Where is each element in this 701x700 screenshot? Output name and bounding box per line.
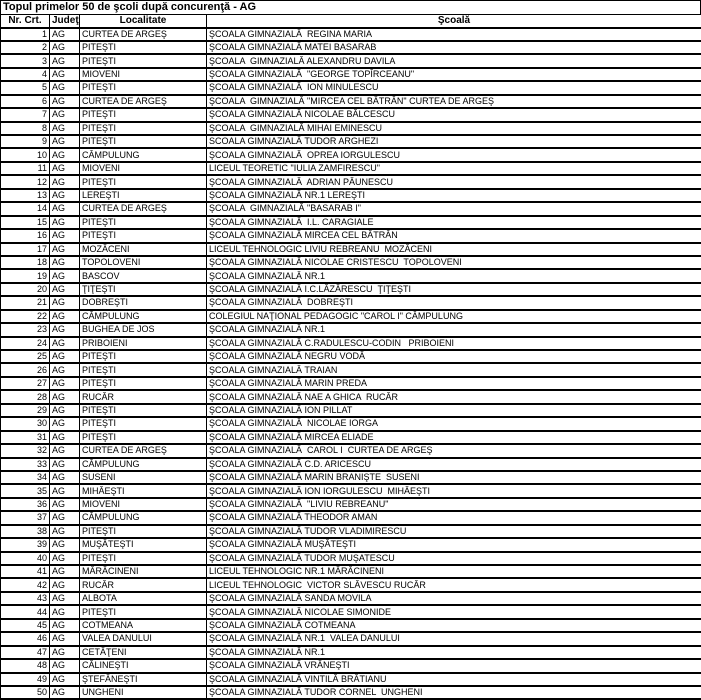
cell-localitate: PITEŞTI xyxy=(80,363,207,376)
cell-judet: AG xyxy=(50,81,80,94)
table-row xyxy=(1,659,701,672)
cell-nr-crt: 13 xyxy=(1,189,50,202)
table-row xyxy=(1,95,701,108)
cell-judet: AG xyxy=(50,511,80,524)
cell-judet: AG xyxy=(50,498,80,511)
cell-localitate: PITEŞTI xyxy=(80,122,207,135)
cell-nr-crt: 7 xyxy=(1,108,50,121)
cell-localitate: DOBREŞTI xyxy=(80,296,207,309)
page-title: Topul primelor 50 de şcoli după concurenţă - AG xyxy=(0,0,701,14)
cell-scoala: ŞCOALA GIMNAZIALĂ THEODOR AMAN xyxy=(207,511,701,524)
cell-judet: AG xyxy=(50,605,80,618)
cell-scoala: ŞCOALA GIMNAZIALĂ I.L. CARAGIALE xyxy=(207,216,701,229)
cell-scoala: ŞCOALA GIMNAZIALĂ ION IORGULESCU MIHĂEŞTI xyxy=(207,484,701,497)
cell-localitate: COTMEANA xyxy=(80,619,207,632)
table-row xyxy=(1,310,701,323)
table-row xyxy=(1,256,701,269)
table-row xyxy=(1,269,701,282)
cell-localitate: MUŞĂTEŞTI xyxy=(80,538,207,551)
cell-localitate: PITEŞTI xyxy=(80,41,207,54)
cell-localitate: CURTEA DE ARGEŞ xyxy=(80,202,207,215)
cell-scoala: ŞCOALA GIMNAZIALĂ "GEORGE TOPÎRCEANU" xyxy=(207,68,701,81)
cell-judet: AG xyxy=(50,404,80,417)
cell-scoala: ŞCOALA GIMNAZIALĂ ION PILLAT xyxy=(207,404,701,417)
table-row xyxy=(1,565,701,578)
cell-localitate: MOZĂCENI xyxy=(80,243,207,256)
table-row xyxy=(1,417,701,430)
cell-judet: AG xyxy=(50,175,80,188)
cell-judet: AG xyxy=(50,135,80,148)
cell-nr-crt: 40 xyxy=(1,552,50,565)
table-row xyxy=(1,337,701,350)
cell-judet: AG xyxy=(50,68,80,81)
cell-scoala: ŞCOALA GIMNAZIALĂ NICOLAE CRISTESCU TOPOLOVENI xyxy=(207,256,701,269)
cell-nr-crt: 9 xyxy=(1,135,50,148)
table-row xyxy=(1,189,701,202)
cell-judet: AG xyxy=(50,337,80,350)
cell-judet: AG xyxy=(50,646,80,659)
cell-localitate: PITEŞTI xyxy=(80,431,207,444)
cell-localitate: CURTEA DE ARGEŞ xyxy=(80,28,207,41)
column-header-nr-crt: Nr. Crt. xyxy=(1,15,50,28)
cell-localitate: BUGHEA DE JOS xyxy=(80,323,207,336)
cell-nr-crt: 19 xyxy=(1,269,50,282)
table-row xyxy=(1,686,701,699)
cell-localitate: CURTEA DE ARGEŞ xyxy=(80,444,207,457)
table-row xyxy=(1,363,701,376)
table-row xyxy=(1,471,701,484)
cell-nr-crt: 25 xyxy=(1,350,50,363)
table-row xyxy=(1,296,701,309)
table-row xyxy=(1,216,701,229)
cell-judet: AG xyxy=(50,283,80,296)
table-row xyxy=(1,162,701,175)
table-row xyxy=(1,578,701,591)
table-row xyxy=(1,404,701,417)
table-row xyxy=(1,54,701,67)
cell-nr-crt: 4 xyxy=(1,68,50,81)
cell-nr-crt: 30 xyxy=(1,417,50,430)
table-row xyxy=(1,646,701,659)
header-row xyxy=(1,15,701,28)
cell-localitate: ŢIŢEŞTI xyxy=(80,283,207,296)
cell-nr-crt: 26 xyxy=(1,363,50,376)
cell-nr-crt: 14 xyxy=(1,202,50,215)
cell-nr-crt: 18 xyxy=(1,256,50,269)
table-row xyxy=(1,498,701,511)
cell-judet: AG xyxy=(50,659,80,672)
cell-localitate: CÂMPULUNG xyxy=(80,310,207,323)
column-header-judet: Judeţ xyxy=(50,15,80,28)
cell-localitate: ALBOTA xyxy=(80,592,207,605)
cell-localitate: PITEŞTI xyxy=(80,377,207,390)
cell-judet: AG xyxy=(50,148,80,161)
cell-scoala: ŞCOALA GIMNAZIALĂ NEGRU VODĂ xyxy=(207,350,701,363)
cell-judet: AG xyxy=(50,673,80,686)
cell-nr-crt: 29 xyxy=(1,404,50,417)
cell-judet: AG xyxy=(50,390,80,403)
cell-judet: AG xyxy=(50,162,80,175)
table-row xyxy=(1,431,701,444)
cell-judet: AG xyxy=(50,323,80,336)
cell-nr-crt: 47 xyxy=(1,646,50,659)
cell-localitate: LEREŞTI xyxy=(80,189,207,202)
table-row xyxy=(1,243,701,256)
cell-localitate: MIOVENI xyxy=(80,68,207,81)
cell-scoala: ŞCOALA GIMNAZIALĂ DOBREŞTI xyxy=(207,296,701,309)
cell-judet: AG xyxy=(50,686,80,699)
cell-nr-crt: 12 xyxy=(1,175,50,188)
cell-scoala: ŞCOALA GIMNAZIALĂ VINTILĂ BRĂTIANU xyxy=(207,673,701,686)
cell-judet: AG xyxy=(50,256,80,269)
cell-scoala: ŞCOALA GIMNAZIALĂ TUDOR MUŞATESCU xyxy=(207,552,701,565)
cell-nr-crt: 43 xyxy=(1,592,50,605)
cell-scoala: ŞCOALA GIMNAZIALĂ "LIVIU REBREANU" xyxy=(207,498,701,511)
cell-nr-crt: 2 xyxy=(1,41,50,54)
cell-localitate: CÂMPULUNG xyxy=(80,148,207,161)
cell-scoala: ŞCOALA GIMNAZIALĂ CAROL I CURTEA DE ARGEŞ xyxy=(207,444,701,457)
table-row xyxy=(1,511,701,524)
cell-scoala: ŞCOALA GIMNAZIALĂ NAE A GHICA RUCĂR xyxy=(207,390,701,403)
cell-scoala: ŞCOALA GIMNAZIALĂ NICOLAE BĂLCESCU xyxy=(207,108,701,121)
cell-localitate: PITEŞTI xyxy=(80,81,207,94)
cell-nr-crt: 45 xyxy=(1,619,50,632)
cell-nr-crt: 39 xyxy=(1,538,50,551)
cell-scoala: ŞCOALA GIMNAZIALĂ "MIRCEA CEL BĂTRÂN" CURTEA DE ARGEŞ xyxy=(207,95,701,108)
cell-judet: AG xyxy=(50,632,80,645)
table-row xyxy=(1,619,701,632)
cell-scoala: ŞCOALA GIMNAZIALĂ REGINA MARIA xyxy=(207,28,701,41)
cell-nr-crt: 48 xyxy=(1,659,50,672)
cell-judet: AG xyxy=(50,538,80,551)
table-row xyxy=(1,28,701,41)
cell-judet: AG xyxy=(50,363,80,376)
cell-scoala: ŞCOALA GIMNAZIALĂ NR.1 VALEA DANULUI xyxy=(207,632,701,645)
cell-localitate: CURTEA DE ARGEŞ xyxy=(80,95,207,108)
table-row xyxy=(1,41,701,54)
cell-nr-crt: 46 xyxy=(1,632,50,645)
cell-scoala: ŞCOALA GIMNAZIALĂ I.C.LĂZĂRESCU ŢIŢEŞTI xyxy=(207,283,701,296)
cell-nr-crt: 49 xyxy=(1,673,50,686)
cell-nr-crt: 20 xyxy=(1,283,50,296)
cell-localitate: RUCĂR xyxy=(80,390,207,403)
cell-judet: AG xyxy=(50,269,80,282)
cell-scoala: ŞCOALA GIMNAZIALĂ C.RADULESCU-CODIN PRIBOIENI xyxy=(207,337,701,350)
table-row xyxy=(1,592,701,605)
table-row xyxy=(1,175,701,188)
cell-nr-crt: 24 xyxy=(1,337,50,350)
cell-scoala: ŞCOALA GIMNAZIALĂ VRĂNEŞTI xyxy=(207,659,701,672)
cell-scoala: ŞCOALA GIMNAZIALĂ MIRCEA ELIADE xyxy=(207,431,701,444)
cell-nr-crt: 16 xyxy=(1,229,50,242)
cell-nr-crt: 34 xyxy=(1,471,50,484)
cell-judet: AG xyxy=(50,444,80,457)
cell-scoala: ŞCOALA GIMNAZIALĂ MARIN PREDA xyxy=(207,377,701,390)
table-row xyxy=(1,632,701,645)
table-row xyxy=(1,202,701,215)
table-row xyxy=(1,350,701,363)
cell-scoala: LICEUL TEORETIC "IULIA ZAMFIRESCU" xyxy=(207,162,701,175)
cell-judet: AG xyxy=(50,296,80,309)
cell-scoala: ŞCOALA GIMNAZIALĂ MARIN BRANIŞTE SUSENI xyxy=(207,471,701,484)
cell-scoala: ŞCOALA GIMNAZIALĂ MUŞĂTEŞTI xyxy=(207,538,701,551)
table-row xyxy=(1,377,701,390)
cell-nr-crt: 36 xyxy=(1,498,50,511)
cell-localitate: MIOVENI xyxy=(80,498,207,511)
cell-scoala: LICEUL TEHNOLOGIC VICTOR SLĂVESCU RUCĂR xyxy=(207,578,701,591)
cell-judet: AG xyxy=(50,108,80,121)
cell-judet: AG xyxy=(50,417,80,430)
schools-table xyxy=(0,14,701,700)
cell-judet: AG xyxy=(50,552,80,565)
cell-localitate: CETĂŢENI xyxy=(80,646,207,659)
cell-nr-crt: 44 xyxy=(1,605,50,618)
cell-scoala: ŞCOALA GIMNAZIALĂ COTMEANA xyxy=(207,619,701,632)
cell-localitate: PITEŞTI xyxy=(80,350,207,363)
cell-nr-crt: 33 xyxy=(1,458,50,471)
cell-localitate: PITEŞTI xyxy=(80,108,207,121)
cell-scoala: ŞCOALA GIMNAZIALĂ NICOLAE SIMONIDE xyxy=(207,605,701,618)
table-row xyxy=(1,229,701,242)
cell-localitate: CÂMPULUNG xyxy=(80,458,207,471)
cell-nr-crt: 27 xyxy=(1,377,50,390)
cell-localitate: PITEŞTI xyxy=(80,417,207,430)
cell-localitate: SUSENI xyxy=(80,471,207,484)
cell-scoala: ŞCOALA GIMNAZIALĂ ION MINULESCU xyxy=(207,81,701,94)
table-row xyxy=(1,444,701,457)
cell-scoala: ŞCOALA GIMNAZIALĂ TRAIAN xyxy=(207,363,701,376)
cell-judet: AG xyxy=(50,122,80,135)
cell-scoala: LICEUL TEHNOLOGIC LIVIU REBREANU MOZĂCENI xyxy=(207,243,701,256)
table-row xyxy=(1,122,701,135)
cell-localitate: PITEŞTI xyxy=(80,229,207,242)
cell-judet: AG xyxy=(50,28,80,41)
cell-nr-crt: 32 xyxy=(1,444,50,457)
cell-scoala: ŞCOALA GIMNAZIALĂ NR.1 LEREŞTI xyxy=(207,189,701,202)
cell-scoala: ŞCOALA GIMNAZIALĂ ALEXANDRU DAVILA xyxy=(207,54,701,67)
cell-judet: AG xyxy=(50,350,80,363)
cell-judet: AG xyxy=(50,54,80,67)
cell-judet: AG xyxy=(50,525,80,538)
table-row xyxy=(1,605,701,618)
cell-nr-crt: 21 xyxy=(1,296,50,309)
cell-judet: AG xyxy=(50,243,80,256)
column-header-scoala: Şcoală xyxy=(207,15,701,28)
table-row xyxy=(1,283,701,296)
cell-localitate: PITEŞTI xyxy=(80,135,207,148)
table-row xyxy=(1,673,701,686)
cell-judet: AG xyxy=(50,216,80,229)
cell-scoala: LICEUL TEHNOLOGIC NR.1 MĂRĂCINENI xyxy=(207,565,701,578)
cell-scoala: ŞCOALA GIMNAZIALĂ NR.1 xyxy=(207,323,701,336)
cell-nr-crt: 3 xyxy=(1,54,50,67)
cell-localitate: TOPOLOVENI xyxy=(80,256,207,269)
cell-nr-crt: 22 xyxy=(1,310,50,323)
cell-localitate: BASCOV xyxy=(80,269,207,282)
table-row xyxy=(1,108,701,121)
cell-localitate: PITEŞTI xyxy=(80,175,207,188)
table-body xyxy=(1,28,701,700)
cell-judet: AG xyxy=(50,431,80,444)
table-row xyxy=(1,81,701,94)
cell-localitate: CÂMPULUNG xyxy=(80,511,207,524)
cell-localitate: PITEŞTI xyxy=(80,605,207,618)
table-row xyxy=(1,68,701,81)
cell-nr-crt: 6 xyxy=(1,95,50,108)
cell-localitate: MIOVENI xyxy=(80,162,207,175)
cell-nr-crt: 17 xyxy=(1,243,50,256)
cell-localitate: PITEŞTI xyxy=(80,552,207,565)
cell-judet: AG xyxy=(50,41,80,54)
cell-judet: AG xyxy=(50,578,80,591)
cell-nr-crt: 10 xyxy=(1,148,50,161)
cell-judet: AG xyxy=(50,310,80,323)
cell-localitate: PITEŞTI xyxy=(80,54,207,67)
cell-judet: AG xyxy=(50,458,80,471)
cell-localitate: ŞTEFĂNEŞTI xyxy=(80,673,207,686)
table-row xyxy=(1,135,701,148)
cell-localitate: PITEŞTI xyxy=(80,404,207,417)
cell-scoala: ŞCOALA GIMNAZIALĂ MIRCEA CEL BĂTRÂN xyxy=(207,229,701,242)
cell-localitate: PITEŞTI xyxy=(80,525,207,538)
cell-nr-crt: 5 xyxy=(1,81,50,94)
cell-scoala: ŞCOALA GIMNAZIALĂ NR.1 xyxy=(207,269,701,282)
cell-localitate: CĂLINEŞTI xyxy=(80,659,207,672)
cell-scoala: ŞCOALA GIMNAZIALĂ C.D. ARICESCU xyxy=(207,458,701,471)
cell-nr-crt: 15 xyxy=(1,216,50,229)
cell-localitate: RUCĂR xyxy=(80,578,207,591)
table-row xyxy=(1,148,701,161)
cell-scoala: SCOALA GIMNAZIALĂ TUDOR ARGHEZI xyxy=(207,135,701,148)
cell-judet: AG xyxy=(50,471,80,484)
cell-nr-crt: 23 xyxy=(1,323,50,336)
cell-nr-crt: 11 xyxy=(1,162,50,175)
column-header-localitate: Localitate xyxy=(80,15,207,28)
cell-judet: AG xyxy=(50,377,80,390)
cell-judet: AG xyxy=(50,592,80,605)
cell-scoala: ŞCOALA GIMNAZIALĂ TUDOR CORNEL UNGHENI xyxy=(207,686,701,699)
cell-localitate: MĂRĂCINENI xyxy=(80,565,207,578)
cell-nr-crt: 42 xyxy=(1,578,50,591)
cell-nr-crt: 37 xyxy=(1,511,50,524)
table-row xyxy=(1,525,701,538)
cell-nr-crt: 1 xyxy=(1,28,50,41)
cell-scoala: ŞCOALA GIMNAZIALĂ NICOLAE IORGA xyxy=(207,417,701,430)
cell-nr-crt: 41 xyxy=(1,565,50,578)
cell-nr-crt: 35 xyxy=(1,484,50,497)
cell-scoala: COLEGIUL NAŢIONAL PEDAGOGIC "CAROL I" CÂMPULUNG xyxy=(207,310,701,323)
cell-scoala: ŞCOALA GIMNAZIALĂ SANDA MOVILA xyxy=(207,592,701,605)
cell-nr-crt: 38 xyxy=(1,525,50,538)
cell-nr-crt: 31 xyxy=(1,431,50,444)
cell-scoala: ŞCOALA GIMNAZIALĂ MATEI BASARAB xyxy=(207,41,701,54)
cell-judet: AG xyxy=(50,229,80,242)
cell-nr-crt: 8 xyxy=(1,122,50,135)
cell-scoala: ŞCOALA GIMNAZIALĂ ADRIAN PĂUNESCU xyxy=(207,175,701,188)
cell-scoala: ŞCOALA GIMNAZIALĂ MIHAI EMINESCU xyxy=(207,122,701,135)
cell-judet: AG xyxy=(50,619,80,632)
cell-judet: AG xyxy=(50,202,80,215)
cell-judet: AG xyxy=(50,565,80,578)
cell-nr-crt: 28 xyxy=(1,390,50,403)
cell-scoala: ŞCOALA GIMNAZIALĂ TUDOR VLADIMIRESCU xyxy=(207,525,701,538)
cell-nr-crt: 50 xyxy=(1,686,50,699)
cell-judet: AG xyxy=(50,95,80,108)
table-row xyxy=(1,458,701,471)
cell-localitate: UNGHENI xyxy=(80,686,207,699)
cell-localitate: MIHĂEŞTI xyxy=(80,484,207,497)
table-row xyxy=(1,552,701,565)
cell-scoala: ŞCOALA GIMNAZIALĂ "BASARAB I" xyxy=(207,202,701,215)
cell-scoala: ŞCOALA GIMNAZIALĂ OPREA IORGULESCU xyxy=(207,148,701,161)
table-row xyxy=(1,484,701,497)
table-row xyxy=(1,538,701,551)
table-row xyxy=(1,323,701,336)
cell-judet: AG xyxy=(50,484,80,497)
cell-judet: AG xyxy=(50,189,80,202)
cell-scoala: ŞCOALA GIMNAZIALĂ NR.1 xyxy=(207,646,701,659)
cell-localitate: PRIBOIENI xyxy=(80,337,207,350)
cell-localitate: PITEŞTI xyxy=(80,216,207,229)
cell-localitate: VALEA DANULUI xyxy=(80,632,207,645)
table-row xyxy=(1,390,701,403)
